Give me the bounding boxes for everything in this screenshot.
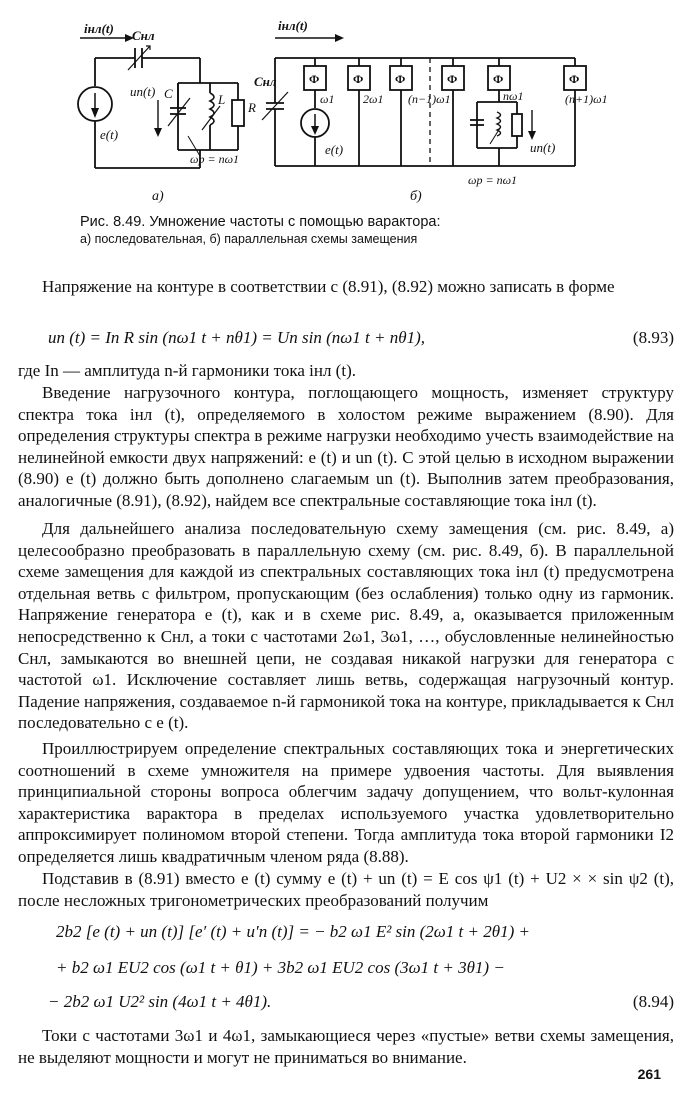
label-a-cnl: Cнл (132, 28, 155, 43)
panel-label-b: б) (410, 189, 422, 204)
panel-label-a: а) (152, 189, 164, 204)
page-number: 261 (637, 1066, 661, 1082)
caption-title: Рис. 8.49. Умножение частоты с помощью варактора: (80, 214, 441, 230)
caption-subtitle: а) последовательная, б) параллельная схемы замещения (80, 232, 418, 246)
label-a-i: iнл(t) (84, 21, 114, 36)
equation-number-8-94: (8.94) (632, 992, 674, 1011)
figure-caption (80, 214, 640, 246)
label-b-w1: ω1 (320, 92, 335, 106)
paragraph-6: Подставив в (8.91) вместо e (t) сумму e (t) + un (t) = E cos ψ1 (t) + U2 × × sin ψ2 (t), после несложных тригонометрических преобразований получим (18, 869, 674, 910)
phi-1: Ф (309, 72, 320, 86)
label-b-2w1: 2ω1 (363, 92, 384, 106)
label-b-u: un(t) (530, 140, 556, 155)
equation-number-8-93: (8.93) (632, 328, 674, 347)
label-a-L: L (218, 92, 226, 107)
label-a-C: C (164, 86, 173, 101)
label-a-e: e(t) (100, 127, 119, 142)
label-b-nm1: (n−1)ω1 (408, 92, 451, 106)
figure-8-49 (70, 8, 610, 213)
phi-6: Ф (569, 72, 580, 86)
label-b-cnl: Cнл (254, 74, 277, 89)
paragraph-7: Токи с частотами 3ω1 и 4ω1, замыкающиеся через «пустые» ветви схемы замещения, не выделяют мощности и могут не приниматься во внимание. (18, 1026, 674, 1067)
label-a-u: un(t) (130, 84, 156, 99)
label-b-i: iнл(t) (278, 18, 308, 33)
label-a-res: ωр = nω1 (190, 152, 240, 166)
phi-5: Ф (493, 72, 504, 86)
label-a-R: R (248, 100, 256, 115)
label-b-e: e(t) (325, 142, 344, 157)
label-b-res: ωр = nω1 (468, 173, 518, 187)
paragraph-2: где In — амплитуда n-й гармоники тока iнл (t). (18, 361, 356, 380)
phi-2: Ф (353, 72, 364, 86)
paragraph-5: Проиллюстрируем определение спектральных составляющих тока и энергетических соотношений в схеме умножителя на примере удвоения частоты. Для выявления принципиальной стороны вопроса облегчим задачу допущением, что вольт-кулонная характеристика варактора в пределах используемого участка удовлетворительно аппроксимирует полиномом второй степени. Тогда амплитуда тока второй гармоники I2 определяется лишь квадратичным членом ряда (8.88). (18, 739, 674, 866)
label-b-n: nω1 (503, 89, 524, 103)
label-b-np1: (n+1)ω1 (565, 92, 608, 106)
paragraph-4: Для дальнейшего анализа последовательную схему замещения (см. рис. 8.49, а) целесообразно преобразовать в параллельную схему (см. рис. 8.49, б). В параллельной схеме замещения для каждой из спектральных составляющих тока iнл (t) предусмотрена отдельная ветвь с фильтром, пропускающим (без ослабления) только одну из гармоник. Напряжение генератора e (t), как и в схеме рис. 8.49, а, оказывается приложенным непосредственно к Cнл, а токи с частотами 2ω1, 3ω1, …, обусловленные нелинейностью Cнл, замыкаются во внешней цепи, не создавая никакой нагрузки для генератора с частотой ω1. Исключение составляет лишь ветвь, содержащая нагрузочный контур. Падение напряжения, создаваемое n-й гармоникой тока на контуре, прикладывается к Cнл последовательно с e (t). (18, 519, 674, 733)
paragraph-1: Напряжение на контуре в соответствии с (8.91), (8.92) можно записать в форме (42, 277, 615, 296)
book-page: iнл(t) Cнл un(t) e(t) C L R ωр = nω1 а) iнл(t) Cнл Ф Ф Ф Ф Ф Ф ω1 2ω1 (n−1)ω1 nω1 (n+1)ω1 e(t) un(t) ωр = nω1 б) Рис. 8.49. Умножение частоты с помощью варактора: а) последовательная, б) параллельная схемы замещения Напряжение на контуре в соответствии с (8.91), (8.92) можно записать в форме un (t) = In R sin (nω1 t + nθ1) = Un sin (nω1 t + nθ1), (8.93) где In — амплитуда n-й гармоники тока iнл (t). Введение нагрузочного контура, поглощающего мощность, изменяет структуру спектра тока iнл (t), определяемого в холостом режиме выражением (8.90). Для определения структуры спектра в режиме нагрузки необходимо учесть взаимодействие на нелинейной емкости двух напряжений: e (t) и un (t). С этой целью в исходном выражении (8.90) e (t) должно быть дополнено слагаемым un (t). Выполнив затем преобразования, аналогичные (8.91), (8.92), найдем все спектральные составляющие тока iнл (t). Для дальнейшего анализа последовательную схему замещения (см. рис. 8.49, а) целесообразно преобразовать в параллельную схему (см. рис. 8.49, б). В параллельной схеме замещения для каждой из спектральных составляющих тока iнл (t) предусмотрена отдельная ветвь с фильтром, пропускающим (без ослабления) только одну из гармоник. Напряжение генератора e (t), как и в схеме рис. 8.49, а, оказывается приложенным непосредственно к Cнл, а токи с частотами 2ω1, 3ω1, …, обусловленные нелинейностью Cнл, замыкаются во внешней цепи, не создавая никакой нагрузки для генератора с частотой ω1. Исключение составляет лишь ветвь, содержащая нагрузочный контур. Падение напряжения, создаваемое n-й гармоникой тока на контуре, прикладывается к Cнл последовательно с e (t). Проиллюстрируем определение спектральных составляющих тока и энергетических соотношений в схеме умножителя на примере удвоения частоты. Для выявления принципиальной стороны вопроса облегчим задачу допущением, что вольт-кулонная характеристика варактора в пределах используемого участка удовлетворительно аппроксимирует полиномом второй степени. Тогда амплитуда тока второй гармоники I2 определяется лишь квадратичным членом ряда (8.88). Подставив в (8.91) вместо e (t) сумму e (t) + un (t) = E cos ψ1 (t) + U2 × × sin ψ2 (t), после несложных тригонометрических преобразований получим 2b2 [e (t) + un (t)] [e′ (t) + u′n (t)] = − b2 ω1 E² sin (2ω1 t + 2θ1) + + b2 ω1 EU2 cos (ω1 t + θ1) + 3b2 ω1 EU2 cos (3ω1 t + 3θ1) − − 2b2 ω1 U2² sin (4ω1 t + 4θ1). (8.94) Токи с частотами 3ω1 и 4ω1, замыкающиеся через «пустые» ветви схемы замещения, не выделяют мощности и могут не приниматься во внимание. 261 (0, 0, 691, 1100)
phi-3: Ф (395, 72, 406, 86)
paragraph-3: Введение нагрузочного контура, поглощающего мощность, изменяет структуру спектра тока iнл (t), определяемого в холостом режиме выражением (8.90). Для определения структуры спектра в режиме нагрузки необходимо учесть взаимодействие на нелинейной емкости двух напряжений: e (t) и un (t). С этой целью в исходном выражении (8.90) e (t) должно быть дополнено слагаемым un (t). Выполнив затем преобразования, аналогичные (8.91), (8.92), найдем все спектральные составляющие тока iнл (t). (18, 383, 674, 510)
phi-4: Ф (447, 72, 458, 86)
